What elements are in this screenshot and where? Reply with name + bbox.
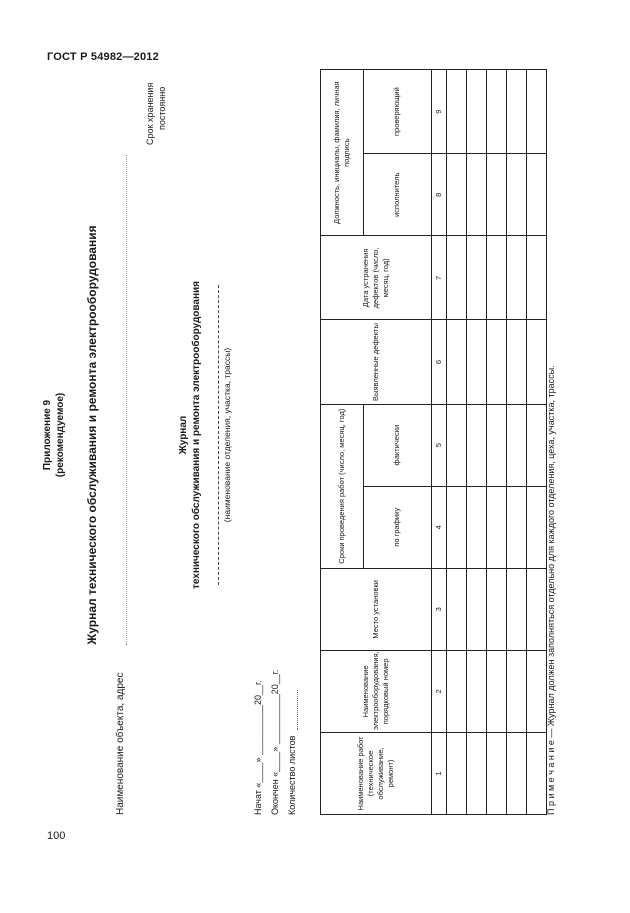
- column-number: 4: [432, 486, 447, 568]
- table-cell: [527, 404, 547, 486]
- sheets-fill-line: [297, 690, 298, 730]
- journal-table: [320, 69, 547, 815]
- column-number: 1: [432, 732, 447, 814]
- table-cell: [467, 404, 487, 486]
- header-actual: фактически: [364, 404, 432, 486]
- header-scheduled: по графику: [364, 486, 432, 568]
- column-number: 6: [432, 320, 447, 404]
- table-cell: [487, 650, 507, 732]
- table-cell: [467, 320, 487, 404]
- table-cell: [507, 320, 527, 404]
- table-cell: [447, 732, 467, 814]
- table-cell: [467, 154, 487, 236]
- table-cell: [447, 320, 467, 404]
- journal-subheading: технического обслуживания и ремонта электрооборудования: [191, 280, 202, 590]
- note-text: — Журнал должен заполняться отдельно для каждого отделения, цеха, участка, трассы.: [546, 365, 556, 741]
- sheets-line: Количество листов: [287, 735, 297, 815]
- table-cell: [447, 486, 467, 568]
- table-cell: [467, 486, 487, 568]
- storage-value: постоянно: [157, 86, 167, 130]
- table-cell: [527, 650, 547, 732]
- table-cell: [447, 154, 467, 236]
- table-cell: [467, 70, 487, 154]
- appendix-subtitle: (рекомендуемое): [55, 392, 66, 478]
- ended-line: Окончен «____» __________20__г.: [270, 669, 280, 815]
- table-cell: [487, 486, 507, 568]
- table-row: [507, 70, 527, 815]
- storage-label: Срок хранения: [145, 82, 155, 145]
- table-cell: [447, 404, 467, 486]
- table-row: [467, 70, 487, 815]
- column-number: 5: [432, 404, 447, 486]
- note-label: П р и м е ч а н и е: [546, 740, 556, 815]
- table-cell: [447, 236, 467, 320]
- form-title: Журнал технического обслуживания и ремонта электрооборудования: [85, 225, 99, 645]
- table-cell: [527, 568, 547, 650]
- table-cell: [507, 568, 527, 650]
- table-cell: [467, 568, 487, 650]
- table-row: [487, 70, 507, 815]
- table-cell: [467, 650, 487, 732]
- object-line: [126, 155, 127, 645]
- table-cell: [527, 154, 547, 236]
- column-number: 2: [432, 650, 447, 732]
- table-cell: [467, 236, 487, 320]
- column-number: 8: [432, 154, 447, 236]
- column-number: 3: [432, 568, 447, 650]
- table-cell: [507, 732, 527, 814]
- header-fix-date: Дата устранения дефектов (число, месяц, год): [321, 236, 432, 320]
- table-cell: [447, 70, 467, 154]
- object-label: Наименование объекта, адрес: [115, 672, 126, 815]
- header-dates-group: Сроки проведения работ (число, месяц, год): [321, 404, 364, 568]
- table-cell: [487, 568, 507, 650]
- started-line: Начат «____» __________20__г.: [253, 680, 263, 815]
- table-cell: [507, 154, 527, 236]
- table-cell: [487, 154, 507, 236]
- header-inspector: проверяющий: [364, 70, 432, 154]
- table-cell: [447, 650, 467, 732]
- appendix-title: Приложение 9: [42, 399, 53, 471]
- table-cell: [487, 236, 507, 320]
- header-location: Место установки: [321, 568, 432, 650]
- table-cell: [487, 320, 507, 404]
- header-work-name: Наименование работ (техническое обслуживание, ремонт): [321, 732, 432, 814]
- note: [546, 365, 556, 815]
- page-number: 100: [47, 830, 66, 842]
- journal-caption: (наименование отделения, участка, трассы): [222, 347, 232, 523]
- table-cell: [527, 486, 547, 568]
- table-cell: [487, 732, 507, 814]
- table-cell: [527, 70, 547, 154]
- column-number: 9: [432, 70, 447, 154]
- table-cell: [527, 732, 547, 814]
- table-cell: [527, 320, 547, 404]
- table-cell: [507, 404, 527, 486]
- journal-name-line: [218, 285, 219, 585]
- rotated-sheet: [40, 45, 556, 825]
- column-number: 7: [432, 236, 447, 320]
- table-cell: [527, 236, 547, 320]
- table-cell: [507, 486, 527, 568]
- table-cell: [507, 236, 527, 320]
- table-row: [527, 70, 547, 815]
- journal-heading: Журнал: [178, 415, 189, 455]
- table-row: [447, 70, 467, 815]
- table-cell: [507, 70, 527, 154]
- header-defects: Выявленные дефекты: [321, 320, 432, 404]
- header-persons-group: Должность, инициалы, фамилия, личная подпись: [321, 70, 364, 236]
- standard-header: ГОСТ Р 54982—2012: [47, 51, 159, 63]
- table-cell: [487, 404, 507, 486]
- table-cell: [507, 650, 527, 732]
- header-equipment: Наименование электрооборудования, порядковый номер: [321, 650, 432, 732]
- header-executor: исполнитель: [364, 154, 432, 236]
- table-cell: [447, 568, 467, 650]
- table-cell: [487, 70, 507, 154]
- table-cell: [467, 732, 487, 814]
